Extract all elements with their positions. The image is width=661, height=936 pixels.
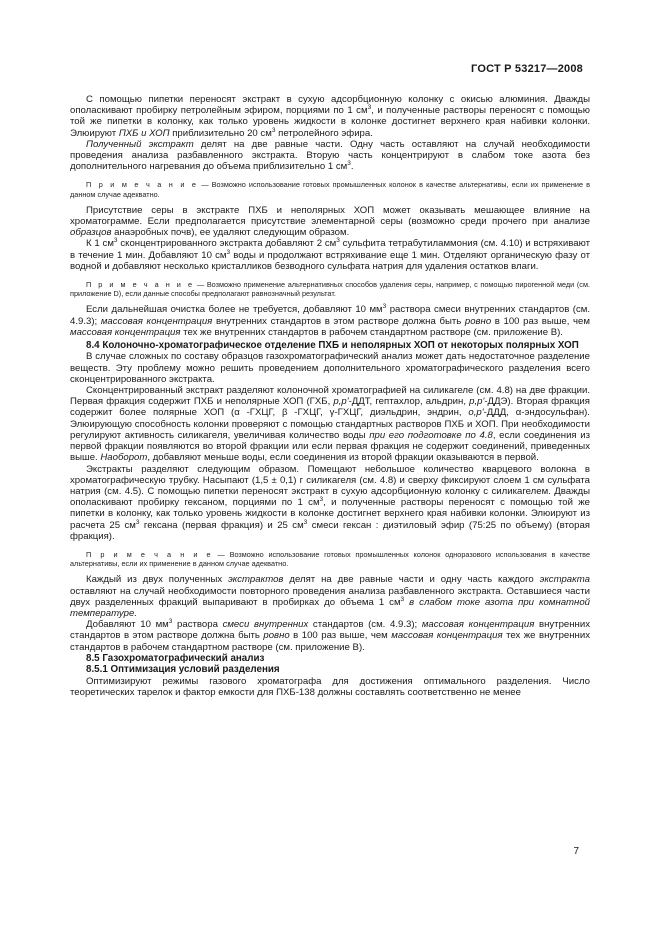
section-heading-8-5: 8.5 Газохроматографический анализ	[86, 652, 265, 664]
section-heading-8-5-1: 8.5.1 Оптимизация условий разделения	[86, 664, 280, 676]
paragraph: Каждый из двух полученных экстрактов делят на две равные части и одну часть каждого экстракта оставляют на случай необходимости повторного проведения анализа разбавленного экстракта. Оставшиеся части двух разделенных фракций выпаривают в пробирках до объема 1 $см^3$ в слабом токе азота при комнатной температуре.	[70, 574, 590, 619]
note: П р и м е ч а н и е — Возможно применение альтернативных способов удаления серы, например, с помощью пирогенной меди (см. приложение D), если данные способы предполагают равнозначный результат.	[70, 280, 590, 299]
page-number: 7	[573, 846, 579, 857]
paragraph: В случае сложных по составу образцов газохроматографический анализ может дать недостаточное разделение веществ. Эту проблему можно решить проведением дополнительного хроматографического разделения всего сконцентрированного экстракта.	[70, 351, 590, 385]
note: П р и м е ч а н и е — Возможно использование готовых промышленных колонок в качестве альтернативы, если их применение в данном случае адекватно.	[70, 180, 590, 199]
paragraph: Добавляют 10 $мм^3$ раствора смеси внутренних стандартов (см. 4.9.3); массовая концентрация внутренних стандартов в этом растворе должна быть ровно в 100 раз выше, чем массовая концентрация тех же внутренних стандартов в рабочем стандартном растворе (см. приложение В).	[70, 617, 591, 653]
paragraph: С помощью пипетки переносят экстракт в сухую адсорбционную колонку с окисью алюминия. Дважды ополаскивают пробирку петролейным эфиром, порциями по 1 $см^3$, и полученные растворы переносят с помощью той же пипетки в колонку, как только уровень жидкости в колонке достигнет верхнего края набивки колонки. Элюируют ПХБ и ХОП приблизительно 20 $см^3$ петролейного эфира.	[70, 94, 590, 139]
paragraph: К 1 $см^3$ сконцентрированного экстракта добавляют 2 $см^3$ сульфита тетрабутиламмония (см. 4.10) и встряхивают в течение 1 мин. Добавляют 10 $см^3$ воды и продолжают встряхивание еще 1 мин. Отделяют органическую фазу от водной и добавляют несколько кристалликов безводного сульфата натрия для удаления остатков влаги.	[70, 237, 590, 272]
section-heading-8-4: 8.4 Колоночно-хроматографическое отделение ПХБ и неполярных ХОП от некоторых полярных ХОП	[86, 340, 579, 352]
paragraph: Оптимизируют режимы газового хроматографа для достижения оптимального разделения. Число теоретических тарелок и фактор емкости для ПХБ-138 должны составлять соответственно не менее	[70, 675, 590, 698]
paragraph: Экстракты разделяют следующим образом. Помещают небольшое количество кварцевого волокна в хроматографическую трубку. Насыпают (1,5 ± 0,1) г силикагеля (см. 4.8) и сверху фиксируют слоем 1 см сульфата натрия (см. 4.5). С помощью пипетки переносят экстракт в сухую адсорбционную колонку с силикагелем. Дважды ополаскивают пробирку гексаном, порциями по 1 $см^3$, и полученные растворы переносят с помощью той же пипетки в колонку, как только уровень жидкости в колонке достигнет верхнего края набивки колонки. Элюируют из расчета 25 $см^3$ гексана (первая фракция) и 25 $см^3$ смеси гексан : диэтиловый эфир (75:25 по объему) (вторая фракция).	[70, 463, 590, 542]
standard-code-header: ГОСТ Р 53217—2008	[471, 63, 583, 75]
document-body	[70, 94, 590, 698]
paragraph: Если дальнейшая очистка более не требуется, добавляют 10 $мм^3$ раствора смеси внутренних стандартов (см. 4.9.3); массовая концентрация внутренних стандартов в этом растворе должна быть ровно в 100 раз выше, чем массовая концентрация тех же внутренних стандартов в рабочем стандартном растворе (см. приложение В).	[70, 303, 591, 338]
note: П р и м е ч а н и е — Возможно использование готовых промышленных колонок одноразового использования в качестве альтернативы, если их применение в данном случае адекватно.	[70, 549, 591, 569]
paragraph: Сконцентрированный экстракт разделяют колоночной хроматографией на силикагеле (см. 4.8) на две фракции. Первая фракция содержит ПХБ и неполярные ХОП (ГХБ, p,p'-ДДТ, гептахлор, альдрин, p,p'-ДДЭ). Вторая фракция содержит более полярные ХОП (α -ГХЦГ, β -ГХЦГ, γ-ГХЦГ, диэльдрин, эндрин, o,p'-ДДД, α-эндосульфан). Элюирующую способность колонки проверяют с помощью стандартных растворов ПХБ и ХОП. При необходимости регулируют активность силикагеля, увеличивая количество воды при его подготовке по 4.8, если соединения из первой фракции появляются во второй фракции или если первая фракция не содержит соединений, приведенных выше. Наоборот, добавляют меньше воды, если соединения из второй фракции оказываются в первой.	[70, 385, 591, 464]
paragraph: Полученный экстракт делят на две равные части. Одну часть оставляют на случай необходимости проведения анализа разбавленного экстракта. Вторую часть концентрируют в слабом токе азота без дополнительного нагревания до объема приблизительно 1 $см^3$.	[70, 138, 591, 173]
paragraph: Присутствие серы в экстракте ПХБ и неполярных ХОП может оказывать мешающее влияние на хроматограмме. Если предполагается присутствие элементарной серы (возможно среди прочего при анализе образцов анаэробных почв), ее удаляют следующим образом.	[70, 204, 590, 239]
